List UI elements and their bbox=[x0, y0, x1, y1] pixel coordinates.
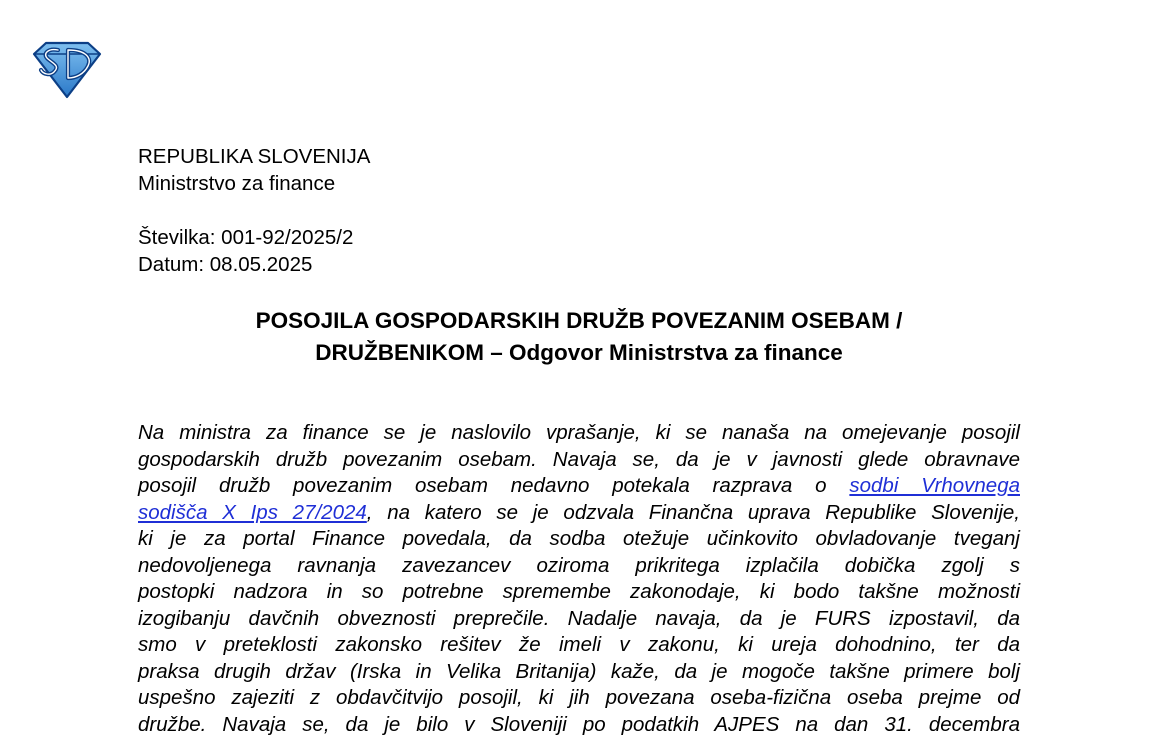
body-text: , na katero se je odzvala Finančna uprava Republike Slovenije, bbox=[366, 500, 1021, 524]
body-line: družbe. Navaja se, da je bilo v Sloveniji po podatkih AJPES na dan 31. decembra bbox=[138, 712, 1020, 736]
republic-name: REPUBLIKA SLOVENIJA bbox=[138, 145, 371, 168]
body-line bbox=[138, 473, 1020, 500]
court-ruling-link[interactable]: sodbi Vrhovnega bbox=[849, 474, 1020, 497]
body-line: ki je za portal Finance povedala, da sodba otežuje učinkovito obvladovanje tveganj bbox=[138, 527, 1020, 550]
court-ruling-link-continued[interactable]: sodišča X Ips 27/2024 bbox=[138, 500, 367, 524]
title-line-2: DRUŽBENIKOM – Odgovor Ministrstva za finance bbox=[315, 340, 843, 365]
document-date: Datum: 08.05.2025 bbox=[138, 253, 313, 276]
title-line-1: POSOJILA GOSPODARSKIH DRUŽB POVEZANIM OSEBAM / bbox=[255, 308, 903, 333]
body-line: uspešno zajeziti z obdavčitvijo posojil, ki jih povezana oseba-fizična oseba prejme od bbox=[138, 686, 1020, 709]
body-line: smo v preteklosti zakonsko rešitev že imeli v zakonu, ki ureja dohodnino, ter da bbox=[138, 633, 1020, 656]
body-line: postopki nadzora in so potrebne spremembe zakonodaje, ki bodo takšne možnosti bbox=[138, 580, 1020, 603]
document-number: Številka: 001-92/2025/2 bbox=[138, 226, 354, 249]
letterhead bbox=[138, 143, 370, 197]
ministry-name: Ministrstvo za finance bbox=[138, 172, 336, 195]
body-line: praksa drugih držav (Irska in Velika Britanija) kaže, da je mogoče takšne primere bolj bbox=[138, 659, 1020, 683]
document-title bbox=[138, 305, 1020, 369]
body-line: Na ministra za finance se je naslovilo vprašanje, ki se nanaša na omejevanje posojil bbox=[138, 421, 1020, 444]
body-line: gospodarskih družb povezanim osebam. Navaja se, da je v javnosti glede obravnave bbox=[138, 447, 1020, 471]
document-meta bbox=[138, 224, 353, 278]
body-text: posojil družb povezanim osebam nedavno potekala razprava o bbox=[138, 474, 827, 497]
body-line: nedovoljenega ravnanja zavezancev oziroma prikritega izplačila dobička zgolj s bbox=[138, 553, 1020, 577]
body-paragraph bbox=[138, 420, 1020, 738]
body-line: izogibanju davčnih obveznosti preprečile. Nadalje navaja, da je FURS izpostavil, da bbox=[138, 606, 1020, 630]
diamond-logo-icon bbox=[30, 40, 104, 100]
body-line bbox=[138, 500, 1020, 527]
logo bbox=[30, 40, 104, 100]
